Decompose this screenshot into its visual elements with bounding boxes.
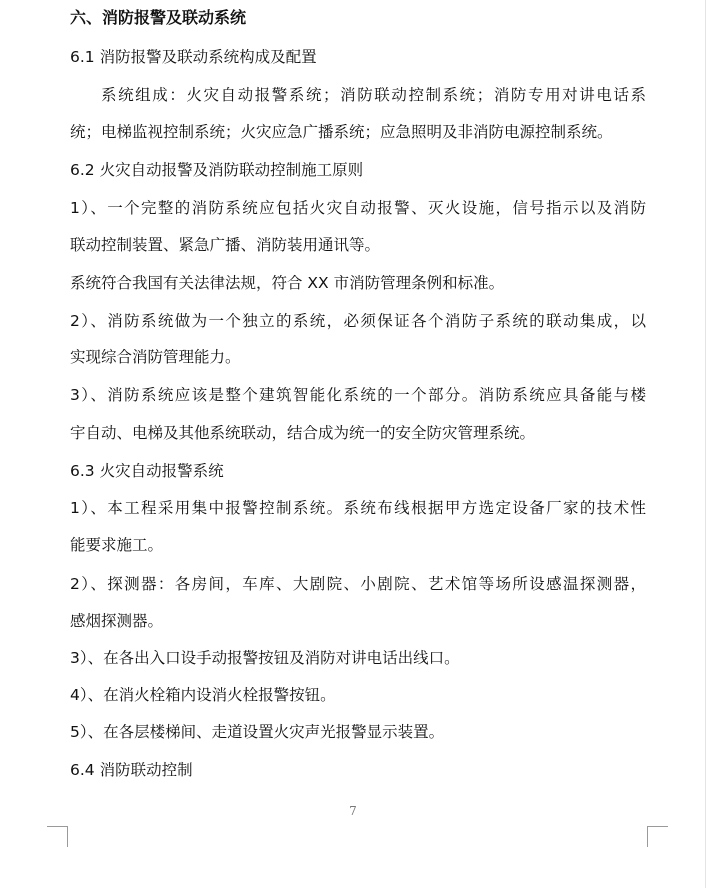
list-item-line: 2）、探测器：各房间，车库、大剧院、小剧院、艺术馆等场所设感温探测器， — [70, 575, 646, 593]
list-item-line: 感烟探测器。 — [70, 612, 164, 630]
list-item-line: 4）、在消火栓箱内设消火栓报警按钮。 — [70, 686, 336, 704]
list-item-line: 2）、消防系统做为一个独立的系统，必须保证各个消防子系统的联动集成，以 — [70, 312, 646, 330]
list-item-line: 能要求施工。 — [70, 536, 164, 554]
page-number: 7 — [349, 804, 357, 818]
list-item-line: 联动控制装置、紧急广播、消防装用通讯等。 — [70, 236, 381, 254]
margin-corner-mark-left — [47, 826, 68, 847]
subsection-heading-6-2: 6.2 火灾自动报警及消防联动控制施工原则 — [70, 161, 364, 179]
list-item-line: 实现综合消防管理能力。 — [70, 348, 241, 366]
subsection-heading-6-4: 6.4 消防联动控制 — [70, 761, 193, 779]
list-item-line: 3）、在各出入口设手动报警按钮及消防对讲电话出线口。 — [70, 649, 460, 667]
list-item-line: 1）、本工程采用集中报警控制系统。系统布线根据甲方选定设备厂家的技术性 — [70, 499, 646, 517]
list-item-line: 3）、消防系统应该是整个建筑智能化系统的一个部分。消防系统应具备能与楼 — [70, 386, 646, 404]
list-item-line: 宇自动、电梯及其他系统联动，结合成为统一的安全防灾管理系统。 — [70, 424, 536, 442]
subsection-heading-6-1: 6.1 消防报警及联动系统构成及配置 — [70, 48, 317, 66]
paragraph-line: 统；电梯监视控制系统；火灾应急广播系统；应急照明及非消防电源控制系统。 — [70, 123, 613, 141]
subsection-heading-6-3: 6.3 火灾自动报警系统 — [70, 462, 224, 480]
margin-corner-mark-right — [647, 826, 668, 847]
section-title: 六、消防报警及联动系统 — [70, 8, 247, 27]
list-item-line: 1）、一个完整的消防系统应包括火灾自动报警、灭火设施，信号指示以及消防 — [70, 199, 646, 217]
paragraph-line: 系统符合我国有关法律法规，符合 XX 市消防管理条例和标准。 — [70, 274, 505, 292]
paragraph-line: 系统组成：火灾自动报警系统；消防联动控制系统；消防专用对讲电话系 — [101, 86, 646, 104]
list-item-line: 5）、在各层楼梯间、走道设置火灾声光报警显示装置。 — [70, 723, 445, 741]
